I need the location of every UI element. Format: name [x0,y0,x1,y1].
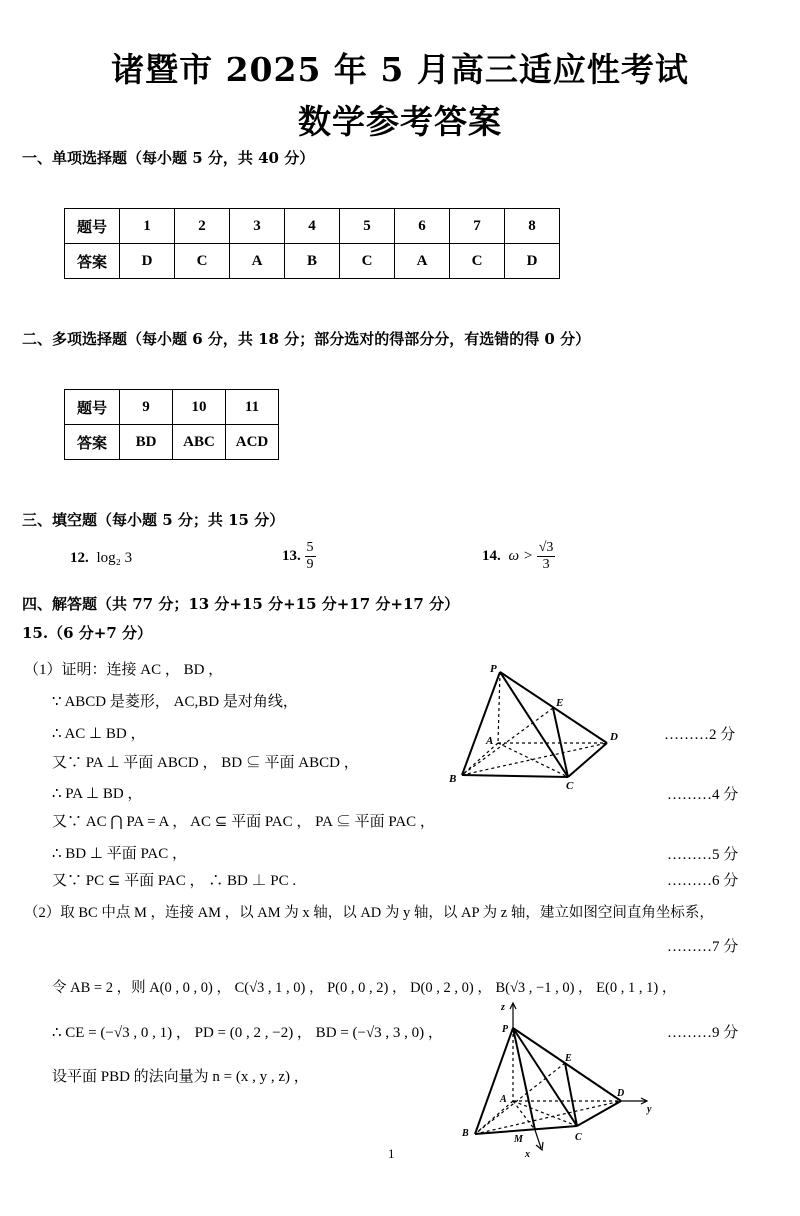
fraction-numerator: 5 [306,540,314,555]
fill-answer-12 [70,550,132,567]
proof-line: 又∵ PA ⊥ 平面 ABCD ， BD ⊆ 平面 ABCD ， [52,755,359,771]
table-cell: C [340,244,395,279]
fill-answer-14 [482,540,555,573]
table-cell: 8 [505,209,560,244]
table-cell: D [120,244,175,279]
axis-label: z [501,1002,505,1013]
point-label: E [565,1053,572,1064]
table-cell: 9 [120,390,173,425]
table-cell: C [175,244,230,279]
score-mark: ………5 分 [667,847,739,863]
table-cell: 11 [226,390,279,425]
point-label: D [617,1088,625,1099]
point-label: A [500,1094,507,1105]
answer-text: log₂ 3 [96,550,133,566]
point-label: C [575,1132,582,1143]
fraction [537,540,556,573]
point-label: B [449,773,457,785]
score-mark: ………4 分 [667,787,739,803]
proof-line: （2）取 BC 中点 M ，连接 AM ，以 AM 为 x 轴，以 AD 为 y 轴，以 AP 为 z 轴，建立如图空间直角坐标系， [24,905,714,921]
table-cell: ACD [226,425,279,460]
fraction-numerator: √3 [538,540,554,555]
section2-heading: 二、多项选择题（每小题 6 分，共 18 分；部分选对的得部分分，有选错的得 0 分） [22,330,591,348]
table-header-cell: 答案 [65,425,120,460]
table-cell: 10 [173,390,226,425]
fraction-denominator: 3 [542,557,550,572]
table-cell: C [450,244,505,279]
point-label: D [610,731,618,743]
table-header-cell: 答案 [65,244,120,279]
proof-line: 又∵ AC ⋂ PA = A ， AC ⊆ 平面 PAC ， PA ⊆ 平面 PAC ， [52,814,435,830]
table-cell: 5 [340,209,395,244]
proof-line: （1）证明：连接 AC ， BD ， [24,662,224,678]
table-cell: A [230,244,285,279]
axis-label: y [647,1104,652,1115]
answer-lhs: ω > [508,548,533,564]
point-label: A [486,735,494,747]
axis-label: x [525,1149,530,1160]
table-row [65,425,279,460]
proof-line: ∴ BD ⊥ 平面 PAC ， [52,846,188,862]
score-mark: ………2 分 [664,727,736,743]
score-mark: ………6 分 [667,873,739,889]
fill-answer-13 [282,540,316,573]
section3-heading: 三、填空题（每小题 5 分；共 15 分） [22,511,285,529]
section1-table [64,208,560,279]
proof-line: ∴ PA ⊥ BD ， [52,786,143,802]
point-label: M [514,1134,523,1145]
question-number: 13. [282,548,301,564]
table-cell: 4 [285,209,340,244]
table-cell: 3 [230,209,285,244]
table-cell: A [395,244,450,279]
proof-line: ∴ AC ⊥ BD ， [52,726,146,742]
point-label: P [490,663,497,675]
table-cell: ABC [173,425,226,460]
score-mark: ………9 分 [667,1025,739,1041]
page-number: 1 [388,1146,395,1161]
table-cell: 7 [450,209,505,244]
fraction [305,540,316,573]
table-cell: BD [120,425,173,460]
question-number: 12. [70,550,89,566]
proof-line: 令 AB = 2 ，则 A(0 , 0 , 0) ， C(√3 , 1 , 0) ， P(0 , 0 , 2) ， D(0 , 2 , 0) ， B(√3 , −1 , 0) ， E(0 , 1 , 1) ， [52,980,677,996]
table-header-cell: 题号 [65,390,120,425]
table-row [65,244,560,279]
point-label: B [462,1128,469,1139]
proof-line: 又∵ PC ⊆ 平面 PAC ， ∴ BD ⊥ PC . [52,873,297,889]
point-label: E [556,697,564,709]
fraction-denominator: 9 [306,557,314,572]
proof-line: ∴ CE = (−√3 , 0 , 1) ， PD = (0 , 2 , −2) ， BD = (−√3 , 3 , 0) ， [52,1025,443,1041]
table-cell: B [285,244,340,279]
question-number: 14. [482,548,501,564]
table-row [65,390,279,425]
pyramid-figure-2 [455,998,665,1160]
section4-heading: 四、解答题（共 77 分；13 分+15 分+15 分+17 分+17 分） [22,595,460,613]
q15-heading: 15.（6 分+7 分） [22,624,152,642]
page-subtitle: 数学参考答案 [298,102,502,141]
table-cell: 1 [120,209,175,244]
pyramid-figure-1 [440,660,630,790]
table-cell: 6 [395,209,450,244]
section1-heading: 一、单项选择题（每小题 5 分，共 40 分） [22,149,315,167]
proof-line: 设平面 PBD 的法向量为 n = (x , y , z) ， [52,1069,309,1085]
table-header-cell: 题号 [65,209,120,244]
table-row [65,209,560,244]
proof-line: ∵ ABCD 是菱形， AC,BD 是对角线， [52,694,298,710]
table-cell: 2 [175,209,230,244]
score-mark: ………7 分 [667,939,739,955]
section2-table [64,389,279,460]
page-title: 诸暨市 2025 年 5 月高三适应性考试 [111,50,689,89]
point-label: P [502,1024,509,1035]
point-label: C [566,780,574,790]
table-cell: D [505,244,560,279]
